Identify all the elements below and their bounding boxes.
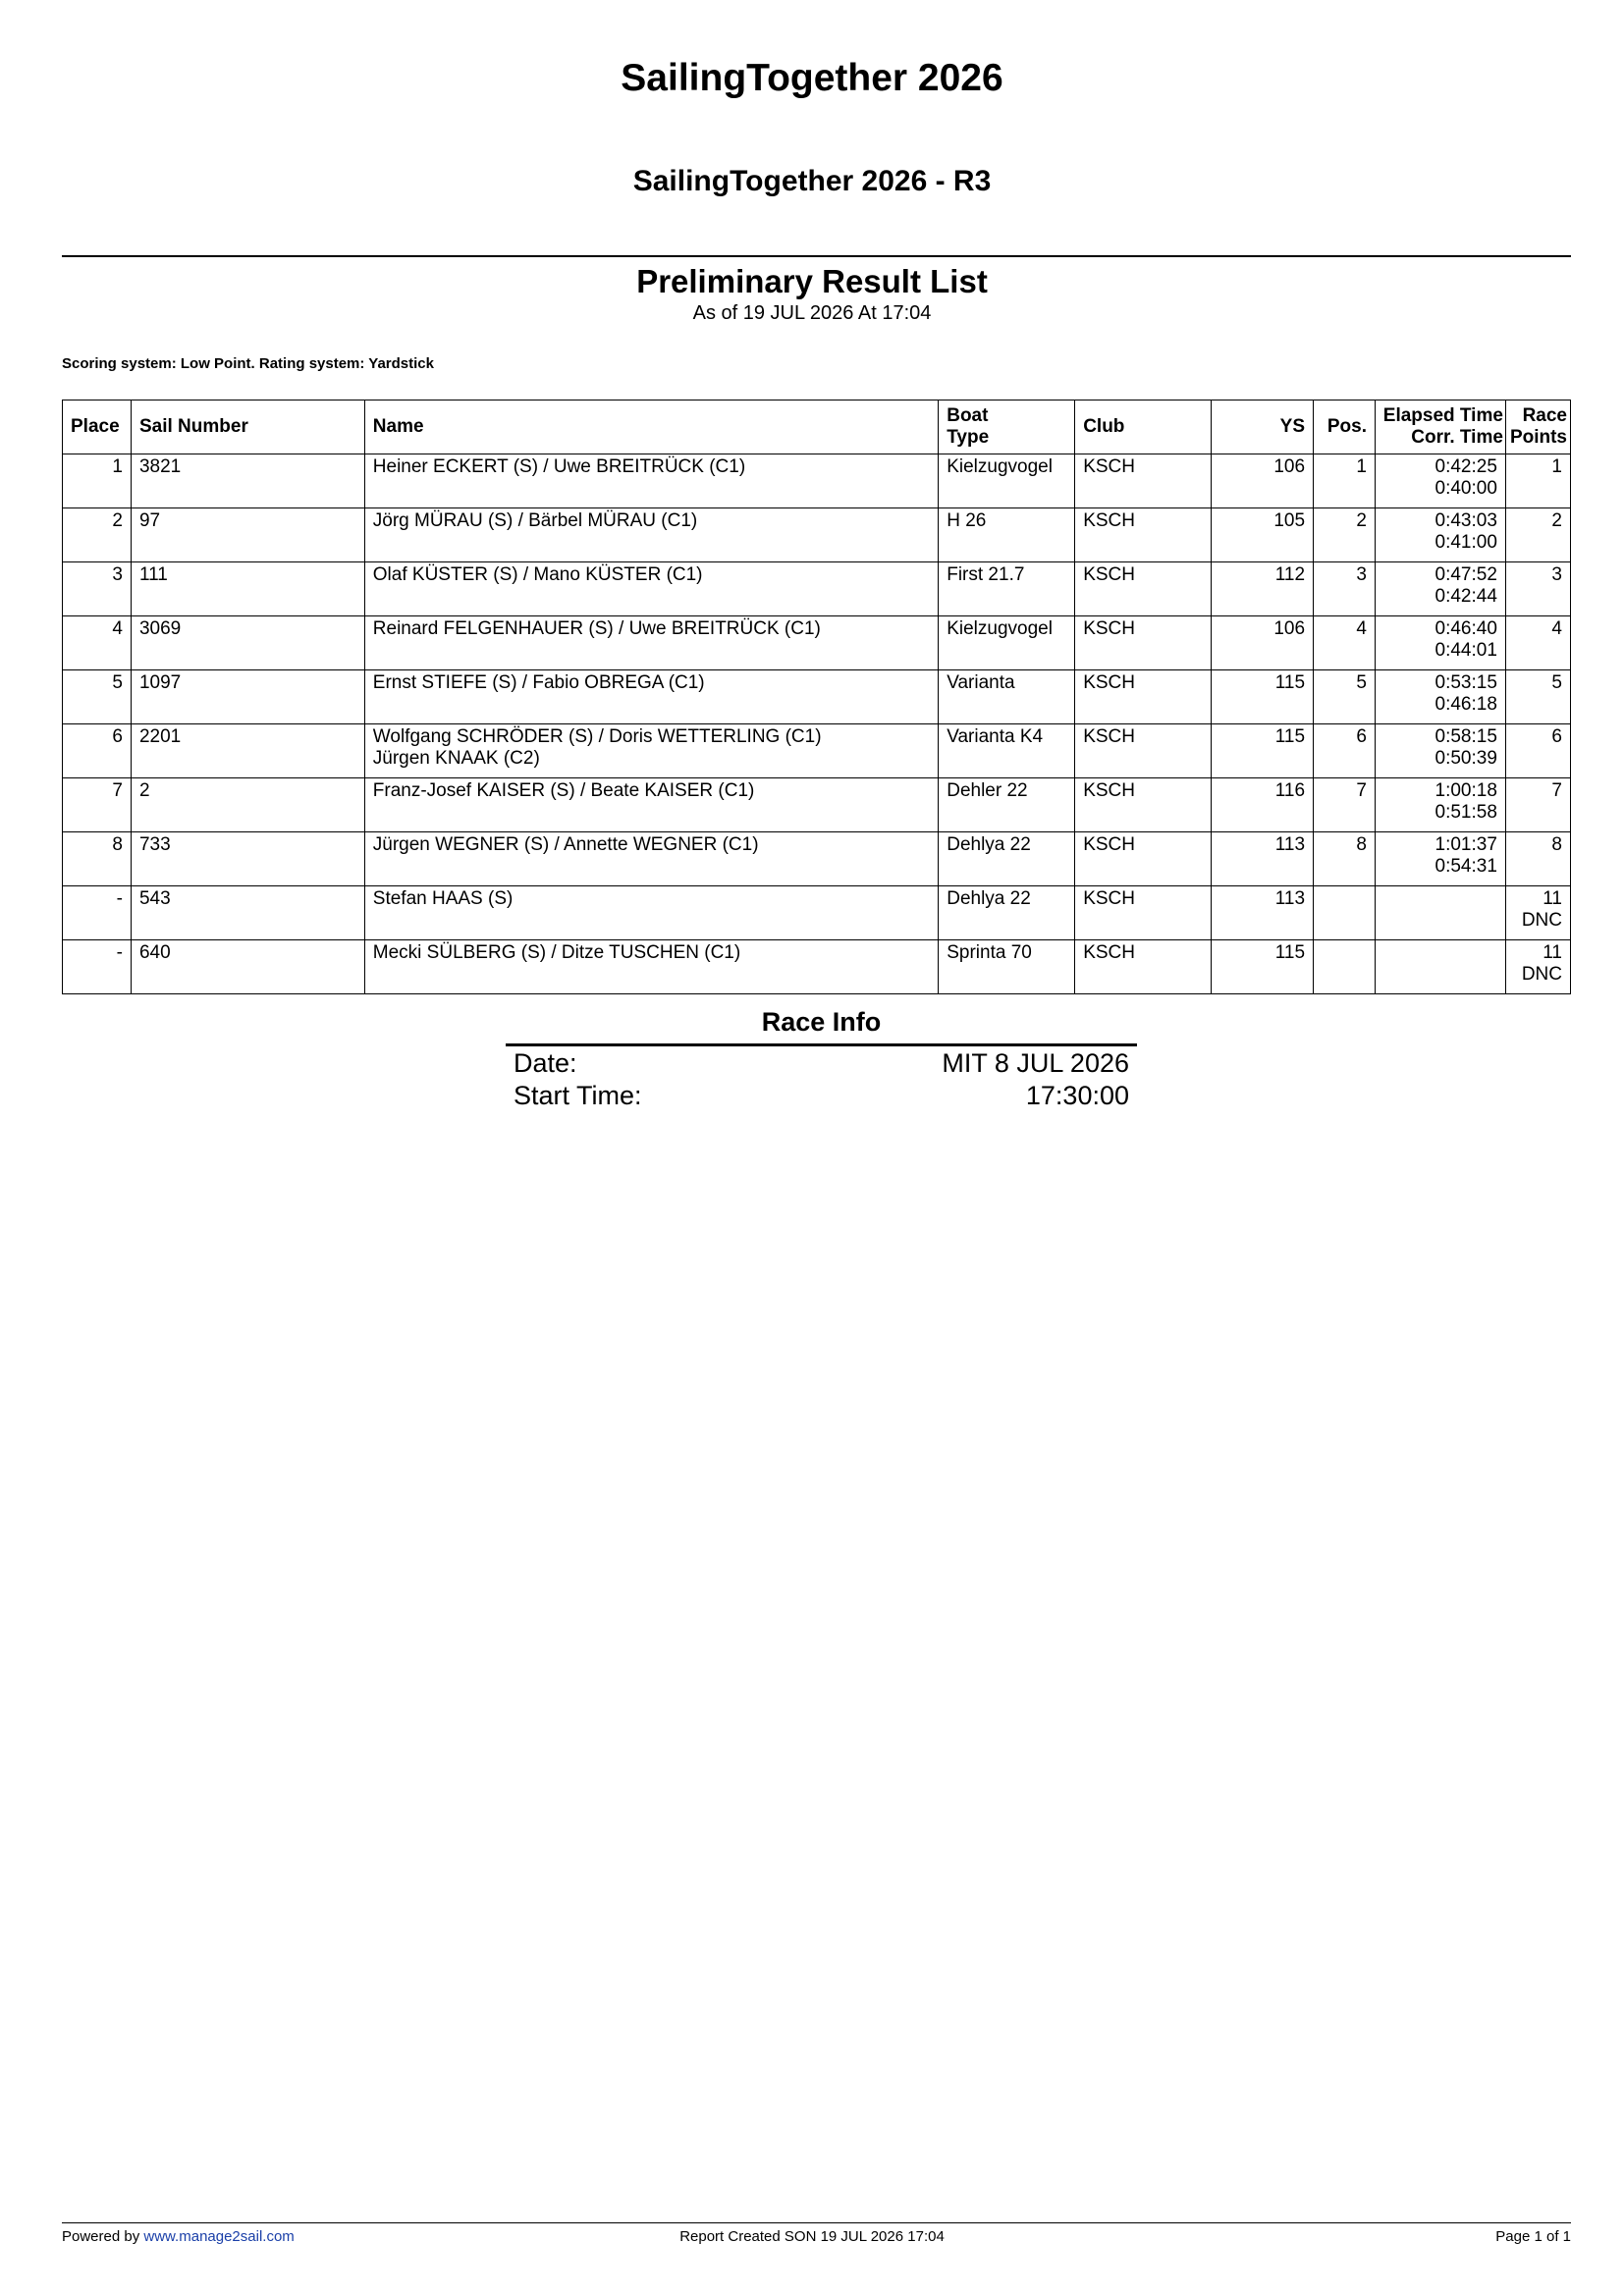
cell-sail-number bbox=[131, 778, 364, 832]
cell-race-points bbox=[1505, 778, 1570, 832]
cell-ys bbox=[1212, 940, 1314, 994]
cell-ys bbox=[1212, 886, 1314, 940]
cell-place-place: 1 bbox=[112, 456, 123, 477]
cell-elapsed-corr bbox=[1376, 562, 1506, 616]
cell-boat-type-boat: Sprinta 70 bbox=[947, 942, 1032, 963]
cell-name bbox=[364, 940, 938, 994]
cell-pos-pos: 1 bbox=[1356, 456, 1367, 477]
manage2sail-link[interactable]: www.manage2sail.com bbox=[143, 2228, 295, 2245]
cell-club-club: KSCH bbox=[1083, 942, 1135, 963]
cell-race-points-points: 11 bbox=[1543, 888, 1562, 909]
cell-race-points-points: 4 bbox=[1551, 618, 1562, 639]
cell-place bbox=[63, 724, 132, 778]
cell-ys-ys: 113 bbox=[1274, 888, 1306, 909]
cell-club bbox=[1075, 454, 1212, 508]
cell-place bbox=[63, 616, 132, 670]
header-sail-number: Sail Number bbox=[131, 400, 364, 454]
cell-club bbox=[1075, 940, 1212, 994]
cell-elapsed-corr bbox=[1376, 454, 1506, 508]
cell-elapsed-corr-elapsed: 0:43:03 bbox=[1435, 510, 1497, 531]
cell-boat-type-boat: Dehler 22 bbox=[947, 780, 1028, 801]
results-table bbox=[62, 400, 1571, 994]
cell-name bbox=[364, 832, 938, 886]
cell-pos bbox=[1314, 670, 1376, 724]
cell-place-place: - bbox=[116, 942, 123, 963]
cell-place bbox=[63, 832, 132, 886]
cell-name-name1: Jörg MÜRAU (S) / Bärbel MÜRAU (C1) bbox=[372, 510, 698, 531]
cell-club bbox=[1075, 778, 1212, 832]
cell-sail-number-sail: 640 bbox=[138, 942, 171, 963]
header-name: Name bbox=[364, 400, 938, 454]
cell-race-points-points: 11 bbox=[1543, 942, 1562, 963]
table-row bbox=[63, 670, 1571, 724]
cell-club-club: KSCH bbox=[1083, 618, 1135, 639]
cell-club-club: KSCH bbox=[1083, 726, 1135, 747]
cell-ys-ys: 106 bbox=[1273, 618, 1306, 639]
cell-club bbox=[1075, 670, 1212, 724]
cell-place-place: 6 bbox=[112, 726, 123, 747]
cell-pos-pos: 8 bbox=[1356, 834, 1367, 855]
header-elapsed-line2: Corr. Time bbox=[1411, 427, 1503, 448]
cell-race-points bbox=[1505, 886, 1570, 940]
table-row bbox=[63, 886, 1571, 940]
cell-name bbox=[364, 454, 938, 508]
header-points-line1: Race bbox=[1522, 405, 1567, 426]
cell-club-club: KSCH bbox=[1083, 510, 1135, 531]
cell-elapsed-corr bbox=[1376, 724, 1506, 778]
cell-club-club: KSCH bbox=[1083, 888, 1135, 909]
cell-boat-type bbox=[939, 670, 1075, 724]
cell-ys bbox=[1212, 832, 1314, 886]
cell-place bbox=[63, 508, 132, 562]
cell-place bbox=[63, 886, 132, 940]
header-boat-type-line2: Type bbox=[947, 427, 990, 448]
cell-boat-type-boat: Dehlya 22 bbox=[947, 888, 1031, 909]
cell-elapsed-corr-corr: 0:50:39 bbox=[1435, 748, 1497, 769]
cell-ys bbox=[1212, 670, 1314, 724]
cell-race-points bbox=[1505, 670, 1570, 724]
cell-name-name2: Jürgen KNAAK (C2) bbox=[372, 748, 540, 769]
start-time-label: Start Time: bbox=[514, 1081, 642, 1110]
cell-sail-number-sail: 543 bbox=[138, 888, 171, 909]
cell-place-place: 8 bbox=[112, 834, 123, 855]
race-subtitle: SailingTogether 2026 - R3 bbox=[632, 165, 992, 197]
cell-boat-type bbox=[939, 508, 1075, 562]
cell-boat-type bbox=[939, 454, 1075, 508]
table-row bbox=[63, 724, 1571, 778]
cell-pos-pos: 7 bbox=[1356, 780, 1367, 801]
cell-ys-ys: 115 bbox=[1274, 942, 1306, 963]
as-of-date: As of 19 JUL 2026 At 17:04 bbox=[692, 302, 932, 324]
cell-elapsed-corr-corr: 0:42:44 bbox=[1435, 586, 1497, 607]
cell-club-club: KSCH bbox=[1083, 834, 1135, 855]
cell-ys-ys: 105 bbox=[1273, 510, 1306, 531]
cell-club bbox=[1075, 562, 1212, 616]
cell-ys-ys: 115 bbox=[1274, 726, 1306, 747]
cell-elapsed-corr-elapsed: 1:00:18 bbox=[1435, 780, 1497, 801]
cell-boat-type bbox=[939, 562, 1075, 616]
cell-sail-number-sail: 2201 bbox=[138, 726, 182, 747]
cell-race-points-code: DNC bbox=[1521, 910, 1562, 931]
footer-divider bbox=[62, 2222, 1571, 2223]
cell-sail-number bbox=[131, 562, 364, 616]
cell-race-points-points: 1 bbox=[1551, 456, 1562, 477]
cell-club bbox=[1075, 832, 1212, 886]
cell-name-name1: Reinard FELGENHAUER (S) / Uwe BREITRÜCK (C1) bbox=[372, 618, 821, 639]
cell-name bbox=[364, 670, 938, 724]
header-pos: Pos. bbox=[1314, 400, 1376, 454]
cell-elapsed-corr-corr: 0:41:00 bbox=[1435, 532, 1497, 553]
race-info-divider bbox=[506, 1043, 1137, 1046]
cell-name bbox=[364, 616, 938, 670]
cell-elapsed-corr-corr: 0:51:58 bbox=[1435, 802, 1497, 823]
cell-name-name1: Wolfgang SCHRÖDER (S) / Doris WETTERLING (C1) bbox=[372, 726, 822, 747]
cell-boat-type bbox=[939, 724, 1075, 778]
cell-boat-type-boat: First 21.7 bbox=[947, 564, 1025, 585]
cell-sail-number bbox=[131, 508, 364, 562]
cell-sail-number bbox=[131, 940, 364, 994]
header-divider bbox=[62, 255, 1571, 257]
cell-name-name1: Heiner ECKERT (S) / Uwe BREITRÜCK (C1) bbox=[372, 456, 746, 477]
cell-pos bbox=[1314, 562, 1376, 616]
cell-name-name1: Olaf KÜSTER (S) / Mano KÜSTER (C1) bbox=[372, 564, 703, 585]
cell-club bbox=[1075, 616, 1212, 670]
cell-elapsed-corr-elapsed: 0:42:25 bbox=[1435, 456, 1497, 477]
cell-club-club: KSCH bbox=[1083, 672, 1135, 693]
cell-boat-type-boat: Dehlya 22 bbox=[947, 834, 1031, 855]
cell-ys bbox=[1212, 454, 1314, 508]
cell-pos bbox=[1314, 886, 1376, 940]
cell-ys-ys: 113 bbox=[1274, 834, 1306, 855]
cell-pos-pos: 4 bbox=[1356, 618, 1367, 639]
cell-race-points bbox=[1505, 454, 1570, 508]
cell-club bbox=[1075, 886, 1212, 940]
cell-race-points bbox=[1505, 616, 1570, 670]
cell-ys bbox=[1212, 508, 1314, 562]
cell-race-points-code: DNC bbox=[1521, 964, 1562, 985]
cell-sail-number-sail: 3821 bbox=[138, 456, 182, 477]
cell-name bbox=[364, 508, 938, 562]
cell-sail-number-sail: 97 bbox=[138, 510, 161, 531]
cell-sail-number bbox=[131, 454, 364, 508]
header-race-points bbox=[1505, 400, 1570, 454]
header-club: Club bbox=[1075, 400, 1212, 454]
cell-pos bbox=[1314, 616, 1376, 670]
cell-place-place: 4 bbox=[112, 618, 123, 639]
cell-boat-type bbox=[939, 940, 1075, 994]
cell-sail-number bbox=[131, 616, 364, 670]
race-info-date-row bbox=[514, 1048, 1129, 1079]
cell-sail-number-sail: 3069 bbox=[138, 618, 182, 639]
cell-club-club: KSCH bbox=[1083, 780, 1135, 801]
cell-elapsed-corr-elapsed: 0:58:15 bbox=[1435, 726, 1497, 747]
cell-pos-pos: 5 bbox=[1356, 672, 1367, 693]
cell-elapsed-corr bbox=[1376, 616, 1506, 670]
cell-club bbox=[1075, 508, 1212, 562]
cell-elapsed-corr-corr: 0:46:18 bbox=[1435, 694, 1497, 715]
cell-sail-number bbox=[131, 670, 364, 724]
cell-club-club: KSCH bbox=[1083, 564, 1135, 585]
cell-name bbox=[364, 724, 938, 778]
cell-elapsed-corr-corr: 0:44:01 bbox=[1435, 640, 1497, 661]
cell-sail-number bbox=[131, 886, 364, 940]
cell-race-points-points: 8 bbox=[1551, 834, 1562, 855]
cell-elapsed-corr-elapsed: 0:47:52 bbox=[1435, 564, 1497, 585]
footer-page-number: Page 1 of 1 bbox=[1495, 2228, 1571, 2245]
cell-race-points-points: 7 bbox=[1551, 780, 1562, 801]
event-title: SailingTogether 2026 bbox=[621, 57, 1003, 99]
cell-race-points-points: 3 bbox=[1551, 564, 1562, 585]
table-header-row bbox=[63, 400, 1571, 454]
cell-place-place: 7 bbox=[112, 780, 123, 801]
race-info-title: Race Info bbox=[761, 1007, 882, 1037]
cell-boat-type-boat: Varianta K4 bbox=[947, 726, 1044, 747]
powered-by-text: Powered by bbox=[62, 2228, 140, 2245]
cell-club bbox=[1075, 724, 1212, 778]
cell-place-place: 3 bbox=[112, 564, 123, 585]
cell-pos bbox=[1314, 832, 1376, 886]
cell-sail-number-sail: 2 bbox=[138, 780, 150, 801]
cell-pos bbox=[1314, 454, 1376, 508]
cell-sail-number-sail: 1097 bbox=[138, 672, 182, 693]
cell-ys bbox=[1212, 778, 1314, 832]
cell-elapsed-corr-corr: 0:54:31 bbox=[1435, 856, 1497, 877]
table-row bbox=[63, 508, 1571, 562]
cell-name-name1: Franz-Josef KAISER (S) / Beate KAISER (C1) bbox=[372, 780, 755, 801]
header-ys: YS bbox=[1212, 400, 1314, 454]
header-boat-type bbox=[939, 400, 1075, 454]
table-row bbox=[63, 832, 1571, 886]
cell-ys bbox=[1212, 724, 1314, 778]
cell-boat-type-boat: H 26 bbox=[947, 510, 987, 531]
result-list-title: Preliminary Result List bbox=[636, 263, 988, 299]
cell-elapsed-corr bbox=[1376, 670, 1506, 724]
cell-elapsed-corr-elapsed: 0:53:15 bbox=[1435, 672, 1497, 693]
cell-place-place: 5 bbox=[112, 672, 123, 693]
header-place: Place bbox=[63, 400, 132, 454]
cell-race-points-points: 6 bbox=[1551, 726, 1562, 747]
cell-race-points bbox=[1505, 724, 1570, 778]
start-time-value: 17:30:00 bbox=[1025, 1081, 1129, 1110]
cell-elapsed-corr bbox=[1376, 886, 1506, 940]
cell-elapsed-corr bbox=[1376, 508, 1506, 562]
table-row bbox=[63, 616, 1571, 670]
cell-race-points bbox=[1505, 940, 1570, 994]
cell-boat-type-boat: Kielzugvogel bbox=[947, 618, 1053, 639]
header-boat-type-line1: Boat bbox=[947, 405, 989, 426]
cell-place bbox=[63, 562, 132, 616]
cell-race-points bbox=[1505, 562, 1570, 616]
cell-pos bbox=[1314, 940, 1376, 994]
cell-club-club: KSCH bbox=[1083, 456, 1135, 477]
cell-place bbox=[63, 670, 132, 724]
cell-ys bbox=[1212, 616, 1314, 670]
results-body bbox=[63, 454, 1571, 994]
table-row bbox=[63, 562, 1571, 616]
cell-name bbox=[364, 562, 938, 616]
cell-ys-ys: 116 bbox=[1274, 780, 1306, 801]
cell-ys-ys: 112 bbox=[1274, 564, 1306, 585]
scoring-system: Scoring system: Low Point. Rating system: Yardstick bbox=[62, 355, 434, 372]
cell-elapsed-corr bbox=[1376, 778, 1506, 832]
cell-ys bbox=[1212, 562, 1314, 616]
cell-elapsed-corr-corr: 0:40:00 bbox=[1435, 478, 1497, 499]
cell-boat-type bbox=[939, 616, 1075, 670]
cell-pos bbox=[1314, 508, 1376, 562]
cell-name bbox=[364, 886, 938, 940]
cell-boat-type-boat: Kielzugvogel bbox=[947, 456, 1053, 477]
cell-place-place: 2 bbox=[112, 510, 123, 531]
cell-place-place: - bbox=[116, 888, 123, 909]
date-value: MIT 8 JUL 2026 bbox=[942, 1048, 1129, 1078]
header-points-line2: Points bbox=[1509, 427, 1567, 448]
cell-sail-number bbox=[131, 724, 364, 778]
cell-place bbox=[63, 778, 132, 832]
cell-place bbox=[63, 454, 132, 508]
table-row bbox=[63, 454, 1571, 508]
cell-pos-pos: 6 bbox=[1356, 726, 1367, 747]
cell-race-points bbox=[1505, 832, 1570, 886]
cell-pos-pos: 2 bbox=[1356, 510, 1367, 531]
cell-boat-type-boat: Varianta bbox=[947, 672, 1015, 693]
cell-sail-number-sail: 733 bbox=[138, 834, 171, 855]
cell-elapsed-corr bbox=[1376, 832, 1506, 886]
cell-name-name1: Stefan HAAS (S) bbox=[372, 888, 514, 909]
footer-report-created: Report Created SON 19 JUL 2026 17:04 bbox=[679, 2228, 945, 2245]
cell-sail-number bbox=[131, 832, 364, 886]
cell-name-name1: Mecki SÜLBERG (S) / Ditze TUSCHEN (C1) bbox=[372, 942, 741, 963]
cell-place bbox=[63, 940, 132, 994]
header-elapsed-line1: Elapsed Time bbox=[1382, 405, 1503, 426]
cell-race-points-points: 5 bbox=[1551, 672, 1562, 693]
cell-sail-number-sail: 111 bbox=[138, 564, 168, 585]
table-row bbox=[63, 940, 1571, 994]
header-elapsed-time bbox=[1376, 400, 1506, 454]
cell-elapsed-corr-elapsed: 0:46:40 bbox=[1435, 618, 1497, 639]
cell-ys-ys: 115 bbox=[1274, 672, 1306, 693]
cell-ys-ys: 106 bbox=[1273, 456, 1306, 477]
cell-race-points bbox=[1505, 508, 1570, 562]
table-row bbox=[63, 778, 1571, 832]
cell-pos bbox=[1314, 778, 1376, 832]
cell-name bbox=[364, 778, 938, 832]
race-info-start-row bbox=[514, 1081, 1129, 1111]
cell-elapsed-corr bbox=[1376, 940, 1506, 994]
cell-race-points-points: 2 bbox=[1551, 510, 1562, 531]
cell-name-name1: Ernst STIEFE (S) / Fabio OBREGA (C1) bbox=[372, 672, 705, 693]
cell-boat-type bbox=[939, 778, 1075, 832]
cell-boat-type bbox=[939, 886, 1075, 940]
cell-elapsed-corr-elapsed: 1:01:37 bbox=[1435, 834, 1497, 855]
cell-boat-type bbox=[939, 832, 1075, 886]
cell-name-name1: Jürgen WEGNER (S) / Annette WEGNER (C1) bbox=[372, 834, 759, 855]
cell-pos-pos: 3 bbox=[1356, 564, 1367, 585]
date-label: Date: bbox=[514, 1048, 577, 1078]
cell-pos bbox=[1314, 724, 1376, 778]
